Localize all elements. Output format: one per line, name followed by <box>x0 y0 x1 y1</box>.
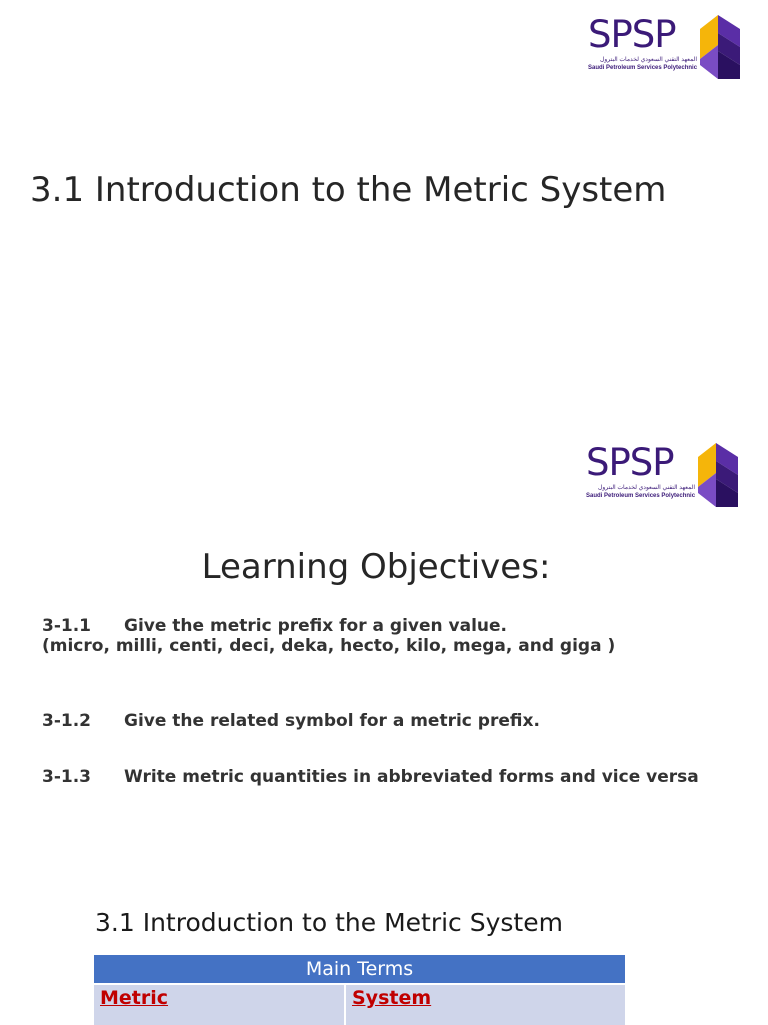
table-header: Main Terms <box>94 955 625 984</box>
slide-2-title: Learning Objectives: <box>201 547 551 587</box>
objective-text: Write metric quantities in abbreviated forms and vice versa <box>124 767 699 787</box>
table-cell <box>94 984 345 1025</box>
objective-item <box>42 616 722 656</box>
logo-emblem-icon <box>700 15 740 79</box>
slide-1 <box>0 0 768 430</box>
logo-arabic-name: المعهد التقني السعودي لخدمات البترول <box>598 485 696 491</box>
objective-text: Give the related symbol for a metric prefix. <box>124 711 540 731</box>
objective-text: Give the metric prefix for a given value. <box>124 616 507 636</box>
slide-3 <box>0 880 768 1024</box>
slide-1-title: 3.1 Introduction to the Metric System <box>30 170 667 210</box>
logo-english-name: Saudi Petroleum Services Polytechnic <box>588 65 698 71</box>
main-terms-table <box>94 955 625 1025</box>
objective-item <box>42 767 722 787</box>
spsp-logo <box>588 15 740 79</box>
table-cell <box>345 984 625 1025</box>
objective-number: 3-1.1 <box>42 616 91 636</box>
term-link-system[interactable]: System <box>352 987 432 1009</box>
objective-detail: (micro, milli, centi, deci, deka, hecto, kilo, mega, and giga ) <box>42 636 616 656</box>
logo-wordmark: SPSP <box>588 13 676 56</box>
logo-wordmark: SPSP <box>586 441 674 484</box>
logo-english-name: Saudi Petroleum Services Polytechnic <box>586 493 696 499</box>
objective-number: 3-1.2 <box>42 711 91 731</box>
table-row <box>94 984 625 1025</box>
objective-item <box>42 711 722 731</box>
spsp-logo <box>586 443 738 507</box>
term-link-metric[interactable]: Metric <box>100 987 169 1009</box>
logo-arabic-name: المعهد التقني السعودي لخدمات البترول <box>600 57 698 63</box>
slide-3-title: 3.1 Introduction to the Metric System <box>95 908 563 937</box>
logo-emblem-icon <box>698 443 738 507</box>
slide-2 <box>0 430 768 880</box>
objective-number: 3-1.3 <box>42 767 91 787</box>
